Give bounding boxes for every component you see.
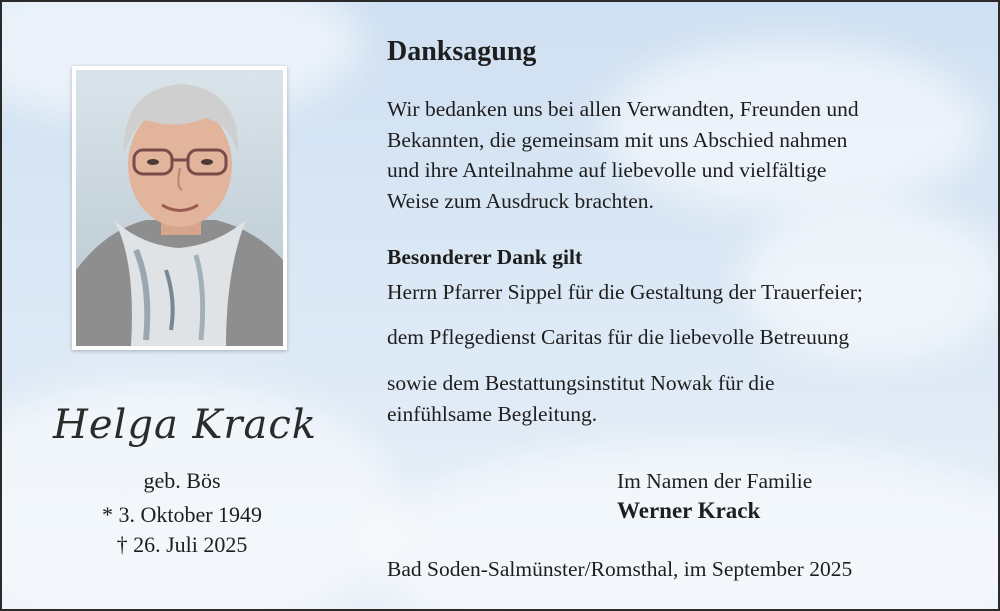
birth-date: * 3. Oktober 1949: [101, 502, 263, 527]
thanks-line-funeral: [387, 368, 775, 429]
portrait-frame: [72, 66, 287, 350]
intro-line: Bekannten, die gemeinsam mit uns Abschied nahmen: [387, 127, 848, 152]
maiden-name: geb. Bös: [143, 468, 221, 493]
intro-paragraph: [387, 94, 859, 216]
thanks-line-care: dem Pflegedienst Caritas für die liebevolle Betreuung: [387, 325, 850, 349]
page-title: Danksagung: [387, 36, 537, 67]
place-date: Bad Soden-Salmünster/Romsthal, im September 2025: [387, 557, 853, 581]
portrait-photo: [76, 70, 283, 346]
thanks-line-pastor: Herrn Pfarrer Sippel für die Gestaltung der Trauerfeier;: [387, 280, 863, 304]
deceased-name: Helga Krack: [52, 402, 317, 448]
thanks-line-funeral-2: einfühlsame Begleitung.: [387, 401, 598, 426]
thanks-line-funeral-1: sowie dem Bestattungsinstitut Nowak für die: [387, 371, 775, 395]
intro-line: Wir bedanken uns bei allen Verwandten, Freunden und: [387, 97, 859, 121]
signature-prefix: Im Namen der Familie: [617, 469, 813, 493]
signature-name: Werner Krack: [617, 498, 761, 523]
intro-line: und ihre Anteilnahme auf liebevolle und vielfältige: [387, 158, 827, 182]
portrait-image: [76, 70, 283, 346]
special-thanks-title: Besonderer Dank gilt: [387, 245, 583, 269]
death-date: † 26. Juli 2025: [116, 532, 248, 557]
intro-line: Weise zum Ausdruck brachten.: [387, 188, 654, 213]
